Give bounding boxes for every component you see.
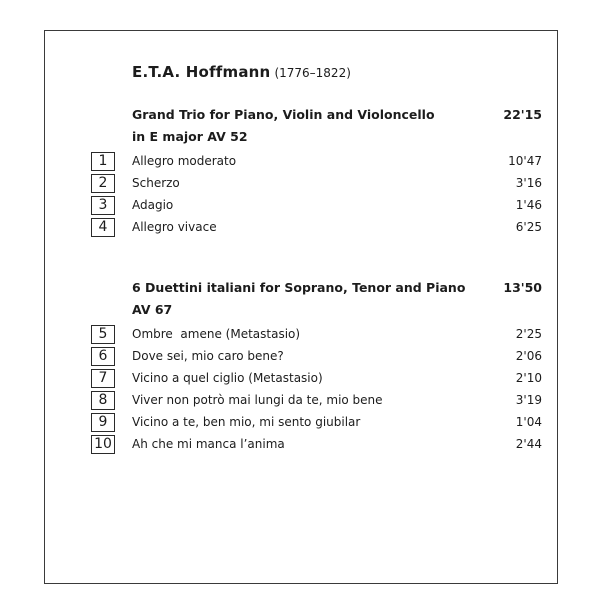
track-number: 4 xyxy=(91,218,115,237)
track-title: Adagio xyxy=(132,198,174,212)
work-heading xyxy=(132,104,542,148)
track-duration: 2'44 xyxy=(515,437,542,451)
track-title: Vicino a te, ben mio, mi sento giubilar xyxy=(132,415,361,429)
work-title-line1: Grand Trio for Piano, Violin and Violoncello xyxy=(132,107,435,122)
track-duration: 3'16 xyxy=(515,176,542,190)
track-row[interactable] xyxy=(98,389,542,411)
track-duration: 1'04 xyxy=(515,415,542,429)
track-row[interactable] xyxy=(98,323,542,345)
track-row[interactable] xyxy=(98,194,542,216)
track-row[interactable] xyxy=(98,216,542,238)
track-row[interactable] xyxy=(94,433,542,455)
composer-heading xyxy=(132,62,351,81)
track-number: 10 xyxy=(91,435,115,454)
track-number: 1 xyxy=(91,152,115,171)
track-list xyxy=(98,150,542,238)
track-title: Vicino a quel ciglio (Metastasio) xyxy=(132,371,323,385)
track-row[interactable] xyxy=(98,345,542,367)
track-number: 3 xyxy=(91,196,115,215)
track-number: 5 xyxy=(91,325,115,344)
work-heading xyxy=(132,277,542,321)
track-row[interactable] xyxy=(98,367,542,389)
work-duettini xyxy=(94,277,542,455)
track-duration: 1'46 xyxy=(515,198,542,212)
work-title-line2: in E major AV 52 xyxy=(132,129,248,144)
composer-name: E.T.A. Hoffmann xyxy=(132,63,271,81)
track-title: Allegro vivace xyxy=(132,220,217,234)
track-title: Ah che mi manca l’anima xyxy=(132,437,285,451)
track-title: Ombre amene (Metastasio) xyxy=(132,327,301,341)
work-total-duration: 13'50 xyxy=(503,280,542,295)
track-list xyxy=(94,323,542,455)
track-number: 6 xyxy=(91,347,115,366)
composer-dates: (1776–1822) xyxy=(274,66,351,80)
track-duration: 2'10 xyxy=(515,371,542,385)
track-number: 8 xyxy=(91,391,115,410)
track-title: Allegro moderato xyxy=(132,154,237,168)
track-duration: 6'25 xyxy=(515,220,542,234)
track-duration: 3'19 xyxy=(515,393,542,407)
track-title: Dove sei, mio caro bene? xyxy=(132,349,284,363)
work-grand-trio xyxy=(98,104,542,238)
track-title: Viver non potrò mai lungi da te, mio bene xyxy=(132,393,383,407)
work-title-line1: 6 Duettini italiani for Soprano, Tenor and Piano xyxy=(132,280,466,295)
track-duration: 2'06 xyxy=(515,349,542,363)
track-row[interactable] xyxy=(98,411,542,433)
track-duration: 2'25 xyxy=(515,327,542,341)
track-row[interactable] xyxy=(98,172,542,194)
track-row[interactable] xyxy=(98,150,542,172)
track-number: 2 xyxy=(91,174,115,193)
track-title: Scherzo xyxy=(132,176,180,190)
track-number: 9 xyxy=(91,413,115,432)
work-total-duration: 22'15 xyxy=(503,107,542,122)
work-title-line2: AV 67 xyxy=(132,302,173,317)
track-number: 7 xyxy=(91,369,115,388)
track-duration: 10'47 xyxy=(508,154,542,168)
